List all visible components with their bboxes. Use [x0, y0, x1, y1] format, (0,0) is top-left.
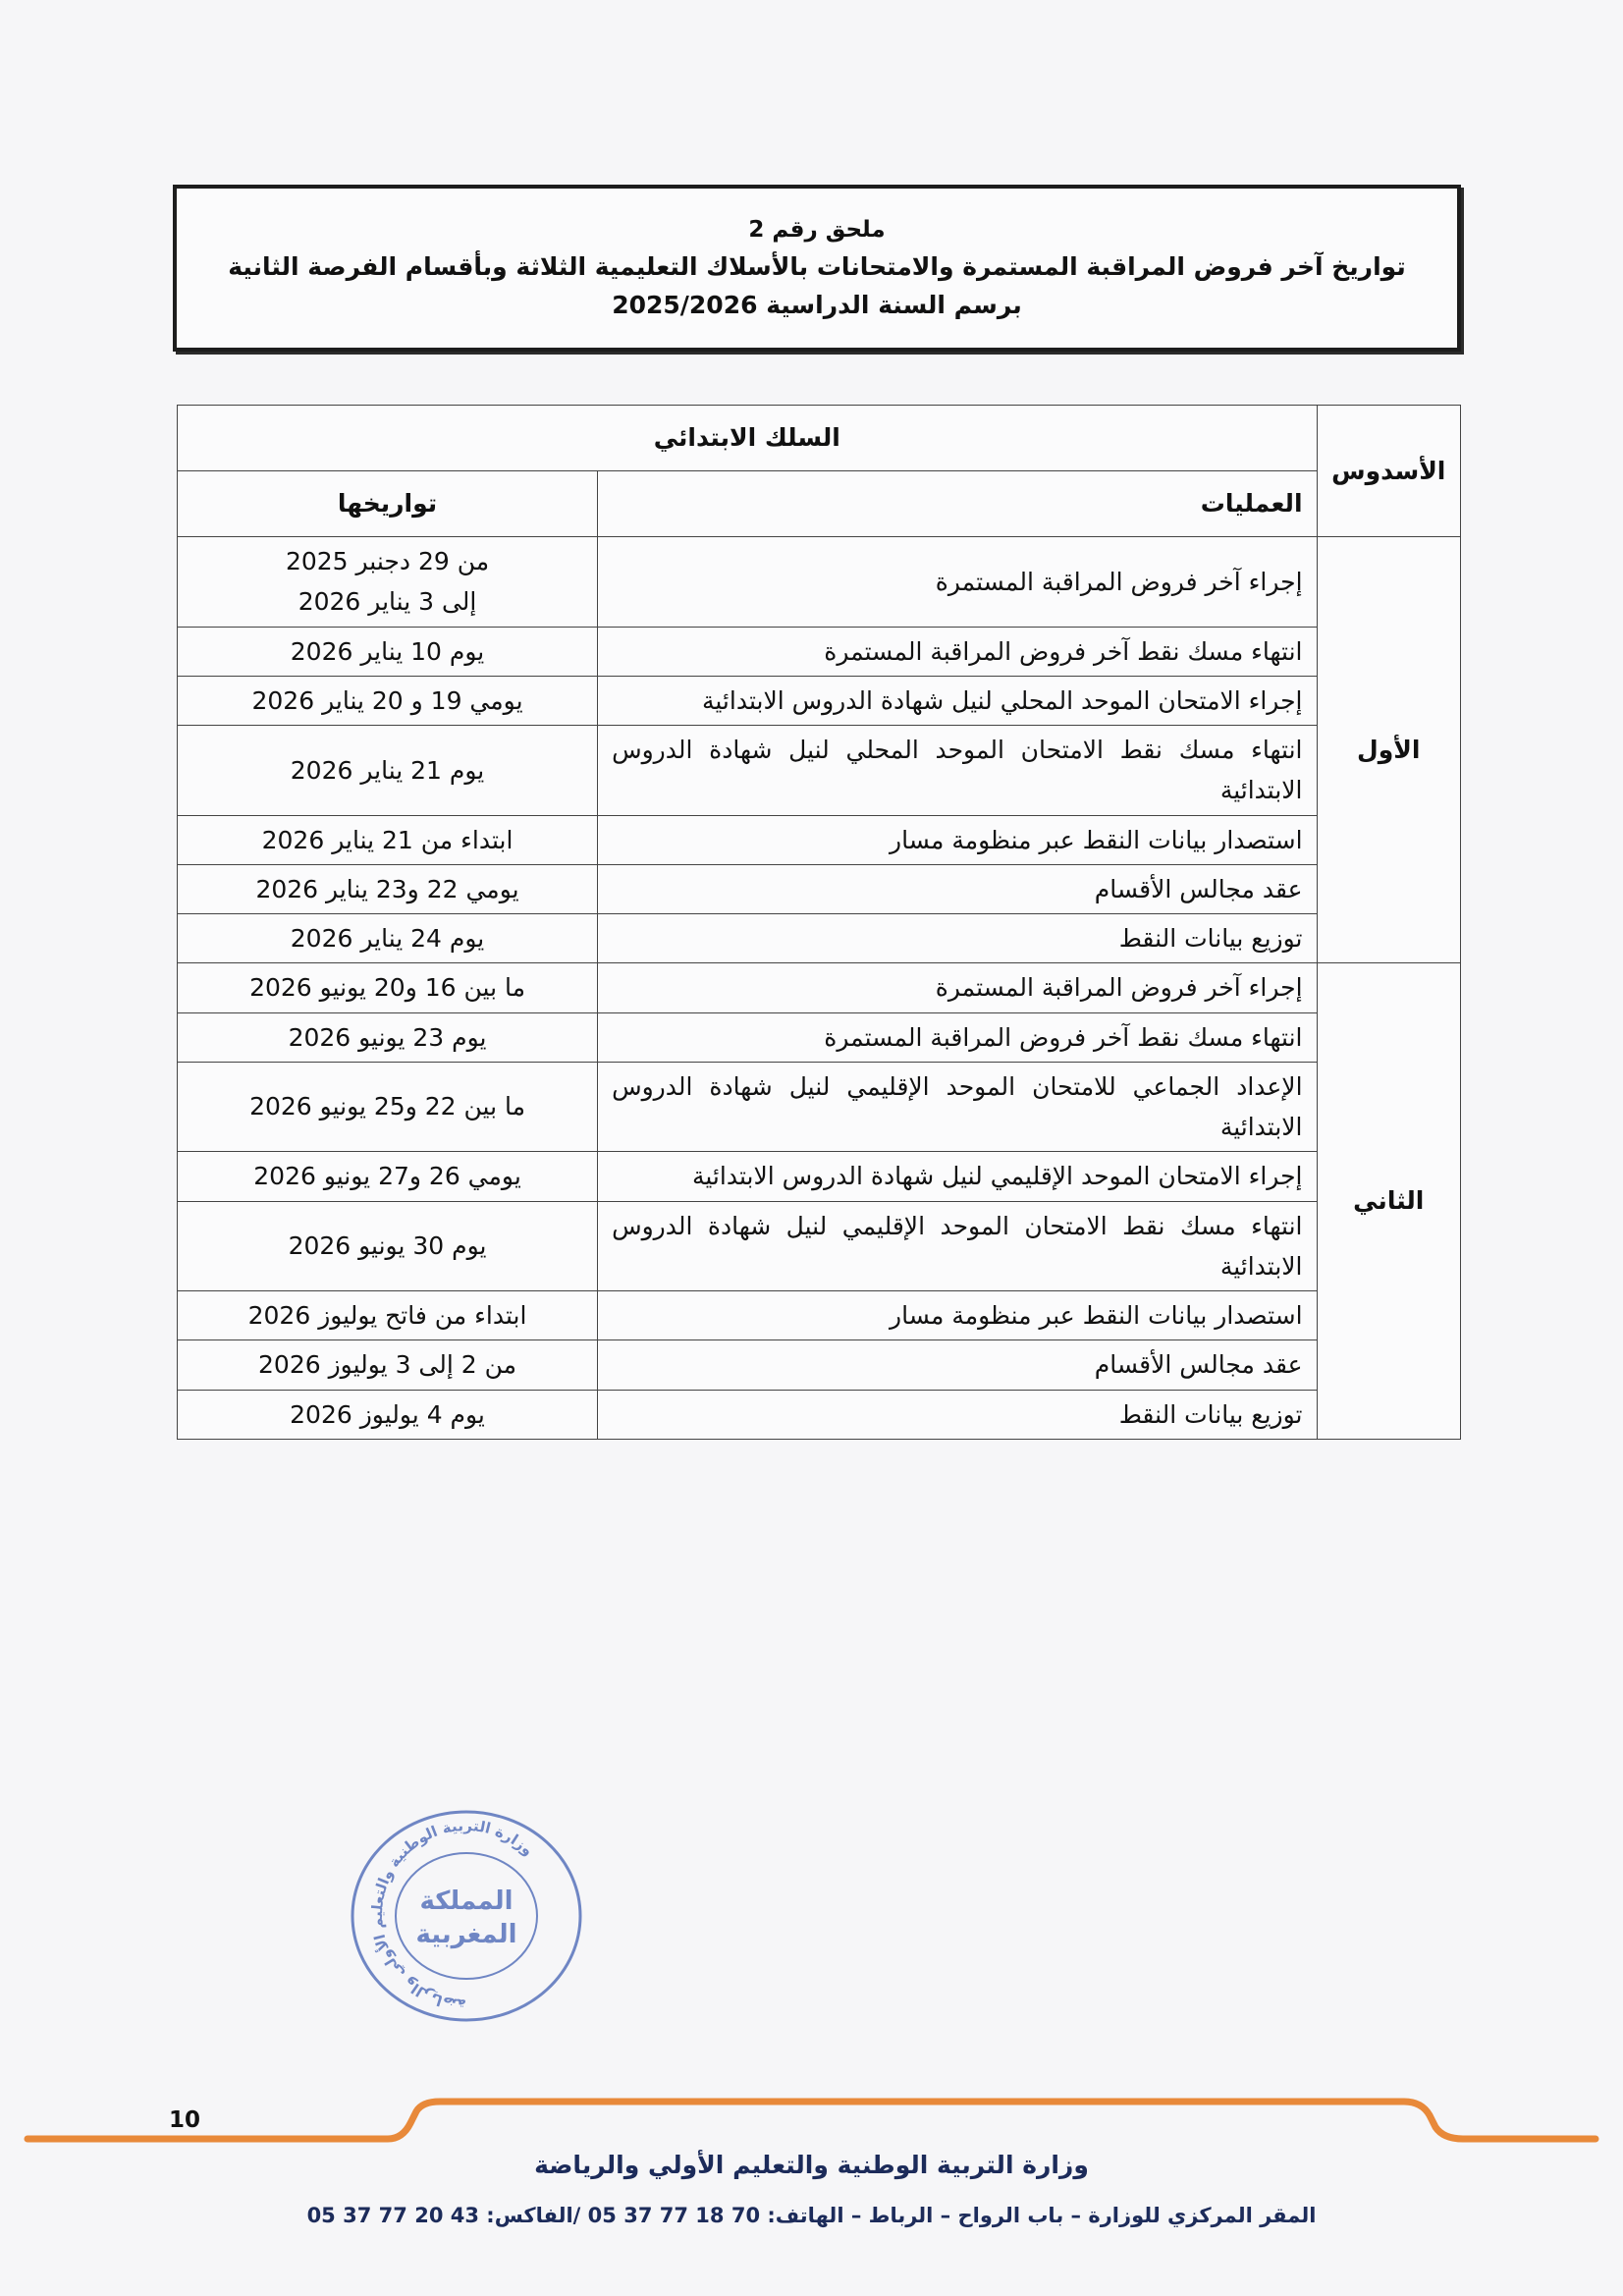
footer-decorative-line [0, 2094, 1623, 2153]
date-line: إلى 3 يناير 2026 [298, 587, 477, 617]
date-line: ما بين 16 و20 يونيو 2026 [249, 973, 525, 1003]
table-row [178, 1390, 1461, 1439]
semester-cell: الأول [1317, 537, 1460, 963]
table-row [178, 1152, 1461, 1201]
operation-cell: انتهاء مسك نقط الامتحان الموحد الإقليمي لنيل شهادة الدروس الابتدائية [598, 1201, 1317, 1291]
table-row [178, 963, 1461, 1012]
date-cell [178, 627, 598, 676]
table-row [178, 726, 1461, 816]
table-header-row [178, 406, 1461, 471]
date-line: يوم 30 يونيو 2026 [288, 1231, 487, 1261]
operation-cell: إجراء الامتحان الموحد الإقليمي لنيل شهادة الدروس الابتدائية [598, 1152, 1317, 1201]
operation-cell: توزيع بيانات النقط [598, 1390, 1317, 1439]
date-cell [178, 815, 598, 864]
table-row [178, 864, 1461, 913]
date-cell [178, 1340, 598, 1390]
table-row [178, 1062, 1461, 1152]
operation-cell: إجراء الامتحان الموحد المحلي لنيل شهادة الدروس الابتدائية [598, 676, 1317, 725]
table-row [178, 1201, 1461, 1291]
date-cell [178, 1012, 598, 1062]
table-subheader-row [178, 471, 1461, 537]
operation-cell: استصدار بيانات النقط عبر منظومة مسار [598, 1291, 1317, 1340]
stamp-center-text-2: المغربية [415, 1920, 517, 1949]
date-cell [178, 726, 598, 816]
page-number: 10 [169, 2107, 201, 2133]
stamp-inner-ring [396, 1853, 537, 1979]
table-row [178, 676, 1461, 725]
footer-address: المقر المركزي للوزارة – باب الرواح – الرباط – الهاتف: 70 18 77 37 05 /الفاكس: 43 20 77 37 05 [306, 2204, 1317, 2227]
date-line: يوم 21 يناير 2026 [290, 755, 485, 785]
semester-column-header: الأسدوس [1317, 406, 1460, 537]
date-cell [178, 1291, 598, 1340]
title-box [173, 185, 1461, 352]
date-line: يوم 23 يونيو 2026 [288, 1022, 487, 1052]
date-cell [178, 537, 598, 628]
annex-label: ملحق رقم 2 [748, 217, 886, 243]
table-row [178, 1291, 1461, 1340]
operation-cell: توزيع بيانات النقط [598, 914, 1317, 963]
table-row [178, 537, 1461, 628]
date-cell [178, 1390, 598, 1439]
operation-cell: إجراء آخر فروض المراقبة المستمرة [598, 537, 1317, 628]
ministry-stamp [346, 1805, 587, 2027]
date-line: من 29 دجنبر 2025 [285, 547, 490, 575]
cycle-group-header: السلك الابتدائي [178, 406, 1318, 471]
date-cell [178, 963, 598, 1012]
table-row [178, 1340, 1461, 1390]
table-row [178, 914, 1461, 963]
date-cell [178, 676, 598, 725]
date-line: من 2 إلى 3 يوليوز 2026 [258, 1350, 517, 1380]
operation-cell: الإعداد الجماعي للامتحان الموحد الإقليمي لنيل شهادة الدروس الابتدائية [598, 1062, 1317, 1152]
date-line: ما بين 22 و25 يونيو 2026 [249, 1092, 525, 1121]
date-line: يومي 22 و23 يناير 2026 [255, 874, 519, 903]
operations-column-header: العمليات [598, 471, 1317, 537]
operation-cell: عقد مجالس الأقسام [598, 864, 1317, 913]
date-line: يوم 10 يناير 2026 [290, 636, 485, 666]
dates-column-header: تواريخها [178, 471, 598, 537]
date-line: يوم 24 يناير 2026 [290, 924, 485, 953]
date-line: ابتداء من 21 يناير 2026 [261, 825, 514, 854]
table-row [178, 815, 1461, 864]
date-cell [178, 1152, 598, 1201]
table-row [178, 1012, 1461, 1062]
document-title: تواريخ آخر فروض المراقبة المستمرة والامتحانات بالأسلاك التعليمية الثلاثة وبأقسام الفرصة الثانية [228, 252, 1406, 281]
operation-cell: انتهاء مسك نقط الامتحان الموحد المحلي لنيل شهادة الدروس الابتدائية [598, 726, 1317, 816]
stamp-ring-text: وزارة التربية الوطنية والتعليم الأولي والرياضة [367, 1816, 537, 2014]
operation-cell: عقد مجالس الأقسام [598, 1340, 1317, 1390]
table-row [178, 627, 1461, 676]
date-line: يومي 19 و 20 يناير 2026 [251, 685, 523, 715]
date-line: ابتداء من فاتح يوليوز 2026 [247, 1301, 527, 1330]
date-cell [178, 864, 598, 913]
school-year: برسم السنة الدراسية 2025/2026 [612, 291, 1022, 319]
date-cell [178, 1062, 598, 1152]
stamp-center-text-1: المملكة [419, 1886, 514, 1916]
operation-cell: انتهاء مسك نقط آخر فروض المراقبة المستمرة [598, 627, 1317, 676]
date-cell [178, 914, 598, 963]
date-cell [178, 1201, 598, 1291]
footer-ministry-name: وزارة التربية الوطنية والتعليم الأولي والرياضة [534, 2151, 1089, 2179]
operation-cell: استصدار بيانات النقط عبر منظومة مسار [598, 815, 1317, 864]
date-line: يومي 26 و27 يونيو 2026 [253, 1162, 521, 1191]
semester-cell: الثاني [1317, 963, 1460, 1440]
schedule-table [177, 405, 1461, 1440]
operation-cell: إجراء آخر فروض المراقبة المستمرة [598, 963, 1317, 1012]
date-line: يوم 4 يوليوز 2026 [290, 1399, 485, 1429]
operation-cell: انتهاء مسك نقط آخر فروض المراقبة المستمرة [598, 1012, 1317, 1062]
stamp-outer-ring [352, 1812, 580, 2020]
